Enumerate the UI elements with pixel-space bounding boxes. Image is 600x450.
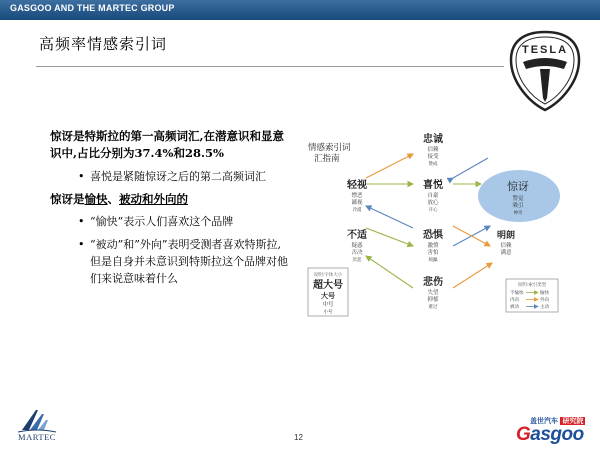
- bullet-pleasant: • “愉快”表示人们喜欢这个品牌: [50, 213, 288, 230]
- title-divider: [36, 66, 504, 67]
- size-legend: [308, 268, 348, 316]
- lead2-underline-1: 愉快: [84, 192, 108, 206]
- node-discomfort-sub: 厌恶: [352, 258, 362, 263]
- type-legend-row2-right: 外向: [540, 298, 549, 303]
- node-bright-sub: 信赖: [500, 243, 512, 249]
- arrow-fear-light: [366, 206, 413, 228]
- arrow-joy-honesty: [453, 158, 488, 178]
- header-bar: [0, 0, 600, 20]
- node-honesty-sub: 信赖: [427, 147, 439, 153]
- lead2-prefix: 惊讶是: [50, 192, 85, 206]
- node-sorrow-sub: 失望: [427, 290, 439, 296]
- type-legend-row2-left: 内向: [510, 298, 519, 303]
- node-light-sub: 冷漠: [352, 208, 362, 213]
- tesla-logo: [509, 30, 581, 112]
- lead-paragraph-2: [50, 191, 288, 208]
- type-legend-row3-left: 被动: [510, 305, 519, 310]
- arrow-sorrow-bright: [453, 263, 492, 288]
- node-fear-sub: 激愤: [427, 243, 439, 249]
- node-fear-sub: 烦躁: [428, 258, 438, 263]
- node-joy-sub: 放心: [427, 200, 439, 206]
- node-sorrow-sub: 难过: [428, 305, 438, 310]
- node-honesty-sub: 赞成: [428, 162, 438, 167]
- node-light-label: 轻视: [347, 180, 367, 191]
- bullet-joy: • 喜悦是紧随惊讶之后的第二高频词汇: [50, 168, 288, 185]
- page-title: 高频率情感索引词: [39, 35, 168, 53]
- bullet-passive: • “被动”和”外向”表明受测者喜欢特斯拉,但是自身并未意识到特斯拉这个品牌对他们来说意味着什么: [50, 236, 288, 287]
- node-joy-sub: 开心: [428, 208, 438, 213]
- node-discomfort-sub: 疑惑: [351, 243, 363, 249]
- node-joy-sub: 自豪: [427, 193, 439, 199]
- node-light-sub: 憎恶: [351, 193, 363, 199]
- node-honesty-label: 忠诚: [423, 134, 443, 145]
- arrow-light-honesty: [366, 154, 413, 178]
- lead2-underline-2: 被动和外向的: [119, 192, 188, 206]
- size-legend-large: 大号: [321, 292, 335, 300]
- tesla-logo-text: TESLA: [521, 44, 569, 56]
- node-honesty-sub: 接受: [427, 154, 439, 160]
- gasgoo-logo-g: G: [516, 424, 531, 445]
- size-legend-small: 小号: [323, 310, 333, 315]
- type-legend-row1-right: 愉快: [540, 291, 549, 296]
- node-surprise-sub: 吸引: [512, 203, 524, 209]
- node-light-sub: 鄙视: [351, 200, 363, 206]
- type-legend-row1-left: 不愉快: [510, 291, 524, 296]
- lead-paragraph: 惊讶是特斯拉的第一高频词汇,在潜意识和显意识中,占比分别为37.4%和28.5%: [50, 129, 285, 160]
- gasgoo-tagline-right: 研究院: [562, 417, 584, 425]
- type-legend: [506, 279, 558, 312]
- header-bar-label: GASGOO AND THE MARTEC GROUP: [10, 3, 175, 13]
- size-legend-caption: 说明:字体大小: [313, 273, 343, 278]
- type-legend-row3-right: 主动: [540, 305, 549, 310]
- node-joy-label: 喜悦: [423, 180, 443, 191]
- lead2-sep: 、: [107, 192, 119, 206]
- guide-title-line2: 汇指南: [314, 154, 340, 164]
- emotion-diagram: [300, 128, 600, 328]
- gasgoo-logo: [516, 424, 584, 446]
- node-sorrow-label: 悲伤: [423, 277, 443, 288]
- node-sorrow-sub: 抑郁: [427, 297, 439, 303]
- node-discomfort-label: 不适: [347, 230, 367, 241]
- size-legend-big: 超大号: [313, 280, 343, 291]
- arrow-sorrow-discomfort: [366, 256, 413, 288]
- gasgoo-tagline-left: 盖世汽车: [530, 417, 558, 425]
- gasgoo-logo-rest: asgoo: [530, 424, 584, 445]
- node-bright-sub: 满意: [500, 250, 512, 256]
- size-legend-medium: 中号: [322, 302, 334, 308]
- node-bright-label: 明朗: [496, 231, 516, 241]
- guide-title-line1: 情感索引词: [308, 143, 351, 153]
- node-fear-label: 恐惧: [423, 230, 443, 241]
- martec-label: MARTEC: [18, 432, 56, 442]
- node-surprise-sub: 警觉: [512, 196, 524, 202]
- node-surprise-sub: 神奇: [513, 211, 523, 216]
- type-legend-caption: 说明:索引类型: [517, 283, 547, 288]
- node-fear-sub: 害怕: [427, 250, 439, 256]
- arrow-discomfort-fear: [366, 228, 413, 246]
- body-text: [50, 128, 288, 293]
- node-surprise-label: 惊讶: [507, 180, 529, 193]
- page-number: 12: [294, 433, 303, 442]
- node-discomfort-sub: 否决: [351, 250, 363, 256]
